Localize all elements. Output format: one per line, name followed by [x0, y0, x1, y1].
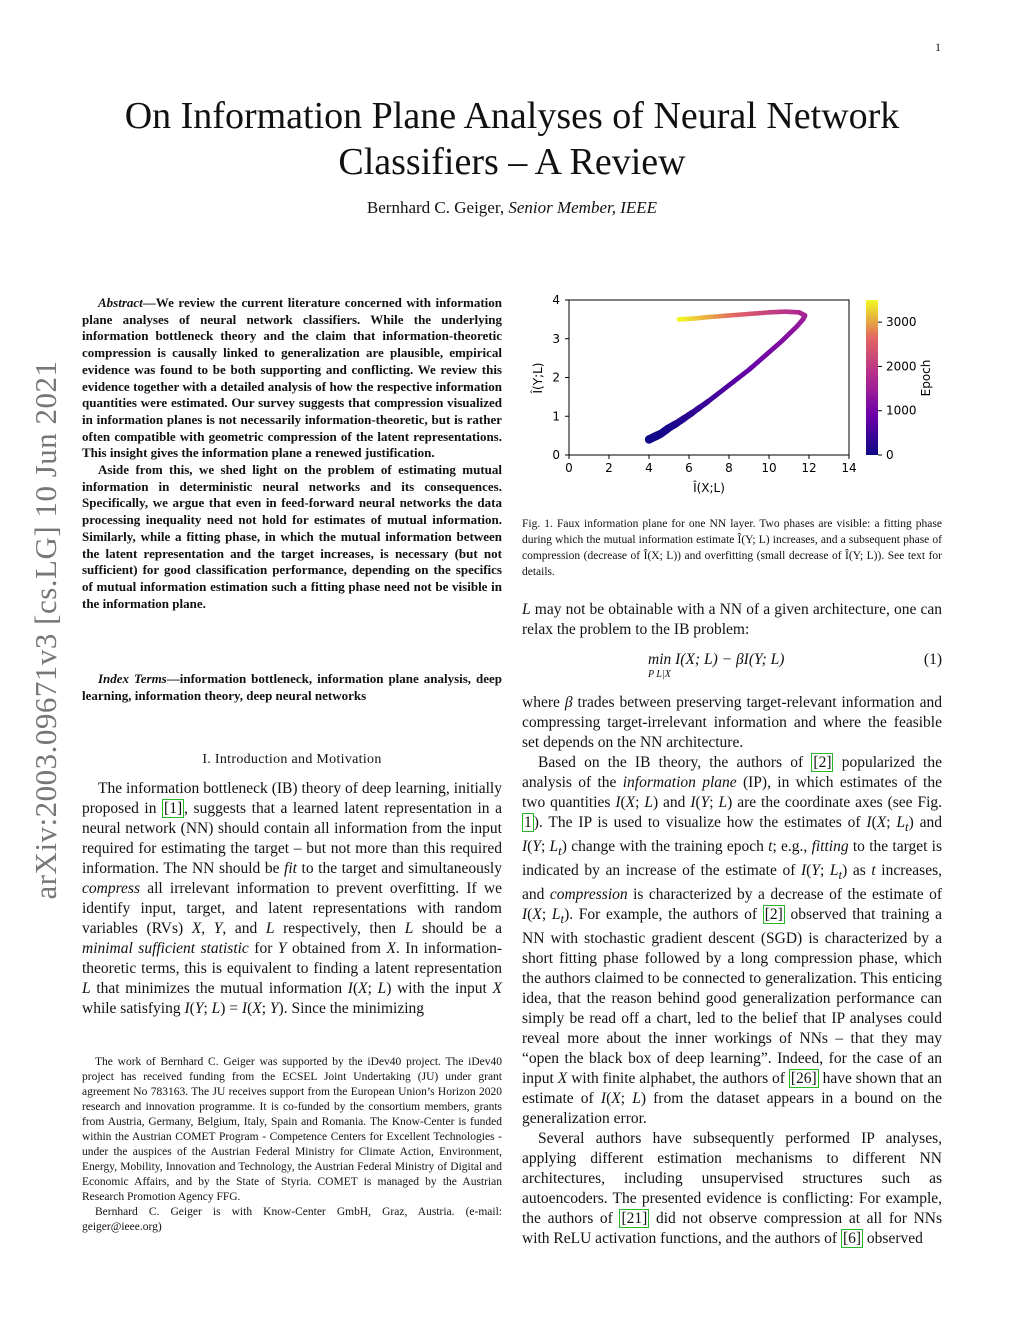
- figure-1-caption: Fig. 1. Faux information plane for one NN layer. Two phases are visible: a fitting phase during which the mutual information estimate Î(Y; L) increases, and a subsequent phase of compression (decrease of Î(X; L)) and overfitting (small decrease of Î(Y; L)). See text for details.: [522, 518, 942, 578]
- index-terms: Index Terms—information bottleneck, information plane analysis, deep learning, information theory, deep neural networks: [82, 671, 502, 703]
- x-tick-label: 6: [685, 461, 693, 475]
- data-point: [677, 317, 682, 322]
- abstract: [82, 295, 502, 612]
- abstract-text-1: We review the current literature concerned with information plane analyses of neural network classifiers. While the underlying information bottleneck theory and the claim that information-theoretic compression is causally linked to generalization are plausible, empirical evidence was found to be both supporting and conflicting. We review this evidence together with a detailed analysis of how the respective information quantities were estimated. Our survey suggests that compression visualized in information planes is not necessarily information-theoretic, but is rather often compatible with geometric compression of the latent representations. This insight gives the information plane a renewed justification.: [82, 295, 502, 461]
- y-tick-label: 1: [552, 409, 560, 424]
- citation-link[interactable]: [2]: [813, 754, 832, 771]
- y-tick-label: 3: [552, 331, 560, 346]
- y-axis-label: Î(Y;L): [531, 362, 545, 394]
- plot-frame: [569, 300, 849, 455]
- author-name: Bernhard C. Geiger,: [366, 198, 505, 217]
- citation-link[interactable]: [1]: [164, 800, 183, 817]
- abstract-label: Abstract: [98, 295, 143, 310]
- index-terms-label: Index Terms: [98, 671, 167, 686]
- right-body: where β trades between preserving target-relevant information and compressing target-irrelevant information and where the feasible set depends on the NN architecture. Based on the IB theory, the authors of [2] popularized the analysis of the information plane (IP), in which estimates of the two quantities I(X; L) and I(Y; L) are the coordinate axes (see Fig. 1 ). The IP is used to visualize how the estimates of I(X; $L_t$) and I(Y; $L_t$) change with the training epoch t; e.g., fitting to the target is indicated by an increase of the estimate of I(Y; $L_t$) as t increases, and compression is characterized by a decrease of the estimate of I(X; $L_t$). For example, the authors of [2] observed that training a NN with stochastic gradient descent (SGD) is characterized by a short fitting phase followed by a long compression phase, which the authors claimed to be connected to generalization. This enticing idea, that the reason behind good generalization performance can simply be read off a chart, led to the belief that IP analyses could reveal more about the inner workings of NNs – that they may “open the black box of deep learning”. Indeed, for the case of an input X with finite alphabet, the authors of [26] have shown that an estimate of I(X; L) from the dataset appears in a bound on the generalization error. Several authors have subsequently performed IP analyses, applying different estimation mechanisms to different NN architectures, including unsupervised structures such as autoencoders. The presented evidence is conflicting: For example, the authors of [21] did not observe compression at all for NNs with ReLU activation functions, and the authors of [6] observed: [522, 694, 943, 1248]
- x-tick-label: 2: [605, 461, 613, 475]
- index-terms-text: information bottleneck, information plane analysis, deep learning, information theory, deep neural networks: [82, 671, 502, 703]
- colorbar-tick-label: 1000: [886, 403, 917, 418]
- equation-subscript: P L|X: [648, 669, 671, 680]
- colorbar-tick-label: 0: [886, 448, 894, 462]
- colorbar-tick-label: 3000: [886, 315, 917, 330]
- intro-paragraph: The information bottleneck (IB) theory of deep learning, initially proposed in [1] , suggests that a learned latent representation in a neural network (NN) should contain all information from the input required for estimating the target – but not more than this required information. The NN should be fit to the target and simultaneously compress all irrelevant information to prevent overfitting. If we identify input, target, and latent representations with random variables (RVs) X, Y, and L respectively, then L should be a minimal sufficient statistic for Y obtained from X. In information-theoretic terms, this is equivalent to finding a latent representation L that minimizes the mutual information I(X; L) with the input X while satisfying I(Y; L) = I(X; Y). Since the minimizing: [82, 780, 503, 1017]
- author-affiliation: Senior Member, IEEE: [508, 198, 658, 217]
- right-body-top: L may not be obtainable with a NN of a given architecture, one can relax the problem to the IB problem:: [522, 601, 942, 638]
- figure-1-chart: [520, 290, 960, 505]
- equation-1: [522, 651, 942, 687]
- page-number: 1: [935, 40, 941, 54]
- equation-number: (1): [923, 651, 942, 668]
- x-tick-label: 4: [645, 461, 653, 475]
- data-points: [645, 309, 808, 443]
- paper-title: On Information Plane Analyses of Neural Network Classifiers – A Review: [124, 95, 900, 183]
- citation-link[interactable]: [26]: [790, 1070, 817, 1088]
- footnote-contact: Bernhard C. Geiger is with Know-Center GmbH, Graz, Austria. (e-mail: geiger@ieee.org): [82, 1206, 502, 1233]
- y-axis-ticks: [552, 293, 569, 462]
- intro-body: [82, 779, 502, 1019]
- citation-link[interactable]: [21]: [621, 1210, 648, 1228]
- x-tick-label: 0: [565, 461, 573, 475]
- abstract-paragraph-1: Abstract—We review the current literature concerned with information plane analyses of neural network classifiers. While the underlying information bottleneck theory and the claim that information-theoretic compression is causally linked to generalization are plausible, empirical evidence was found to be both supporting and conflicting. We review this evidence together with a detailed analysis of how the respective information quantities were estimated. Our survey suggests that compression visualized in information planes is not necessarily information-theoretic, but is rather often compatible with geometric compression of the latent representations. This insight gives the information plane a renewed justification.: [82, 295, 502, 461]
- y-tick-label: 2: [552, 370, 560, 385]
- x-tick-label: 14: [841, 461, 857, 475]
- footnote-funding: The work of Bernhard C. Geiger was supported by the iDev40 project. The iDev40 project has received funding from the ECSEL Joint Undertaking (JU) under grant agreement No 783163. The JU receives support from the European Union’s Horizon 2020 research and innovation programme. It is co-funded by the consortium members, grants from Austria, Germany, Belgium, Italy, Spain and Romania. The Know-Center is funded within the Austrian COMET Program - Competence Centers for Excellent Technologies - under the auspices of the Austrian Federal Ministry for Climate Action, Environment, Energy, Mobility, Innovation and Technology, the Austrian Federal Ministry of Digital and Economic Affairs, and by the State of Styria. COMET is managed by the Austrian Research Promotion Agency FFG.: [82, 1056, 502, 1203]
- citation-link[interactable]: [2]: [764, 906, 783, 924]
- abstract-paragraph-2: Aside from this, we shed light on the problem of estimating mutual information in deterministic neural networks and its consequences. Specifically, we argue that even in feed-forward neural networks the data processing inequality need not hold for estimates of mutual information. Similarly, while a fitting phase, in which the mutual information between the latent representation and the target increases, is necessary (but not sufficient) for good classification performance, depending on the specifics of mutual information estimation such a fitting phase need not be visible in the information plane.: [82, 462, 502, 611]
- colorbar-tick-label: 2000: [886, 359, 917, 374]
- x-axis-ticks: [565, 455, 856, 475]
- x-tick-label: 12: [801, 461, 817, 475]
- author-line: [60, 198, 964, 218]
- x-tick-label: 10: [761, 461, 777, 475]
- colorbar-ticks: [878, 315, 917, 462]
- y-tick-label: 4: [552, 293, 560, 307]
- figure-link[interactable]: 1: [524, 814, 532, 831]
- y-tick-label: 0: [552, 448, 560, 462]
- equation-body: min I(X; L) − βI(Y; L): [648, 651, 785, 668]
- x-tick-label: 8: [725, 461, 733, 475]
- colorbar-label: Epoch: [919, 359, 933, 397]
- arxiv-stamp[interactable]: arXiv:2003.09671v3 [cs.LG] 10 Jun 2021: [28, 360, 63, 900]
- citation-link[interactable]: [6]: [842, 1230, 862, 1248]
- section-heading: I. Introduction and Motivation: [202, 752, 382, 767]
- colorbar: [866, 300, 878, 455]
- footnote: [82, 1055, 502, 1235]
- x-axis-label: Î(X;L): [693, 481, 725, 495]
